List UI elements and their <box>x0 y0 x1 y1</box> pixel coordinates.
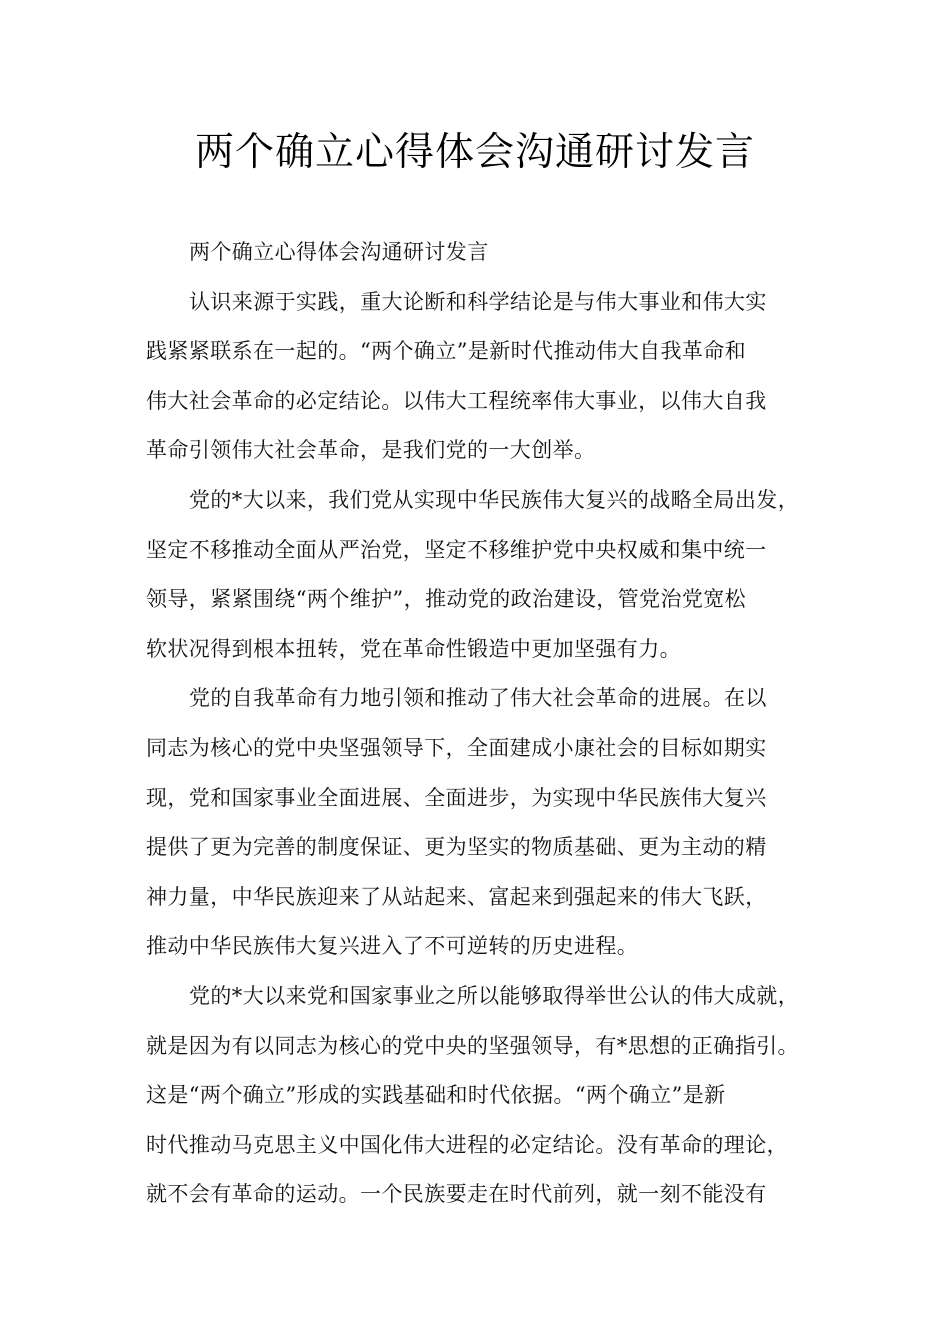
text-line: 领导，紧紧围绕“两个维护”，推动党的政治建设，管党治党宽松 <box>146 587 747 612</box>
text-line: 同志为核心的党中央坚强领导下，全面建成小康社会的目标如期实 <box>146 735 767 760</box>
text-line: 就是因为有以同志为核心的党中央的坚强领导，有*思想的正确指引。 <box>146 1033 799 1058</box>
text-line: 党的自我革命有力地引领和推动了伟大社会革命的进展。在以 <box>189 686 767 711</box>
text-line: 神力量，中华民族迎来了从站起来、富起来到强起来的伟大飞跃， <box>146 884 767 909</box>
text-line: 软状况得到根本扭转，党在革命性锻造中更加坚强有力。 <box>146 636 681 661</box>
text-line: 两个确立心得体会沟通研讨发言 <box>189 240 489 264</box>
text-line: 这是“两个确立”形成的实践基础和时代依据。“两个确立”是新 <box>146 1083 726 1108</box>
text-line: 革命引领伟大社会革命，是我们党的一大创举。 <box>146 438 596 463</box>
document-title: 两个确立心得体会沟通研讨发言 <box>194 130 755 175</box>
text-line: 党的*大以来党和国家事业之所以能够取得举世公认的伟大成就， <box>189 983 800 1008</box>
text-line: 推动中华民族伟大复兴进入了不可逆转的历史进程。 <box>146 934 639 959</box>
document-body <box>146 228 814 1220</box>
text-line: 党的*大以来，我们党从实现中华民族伟大复兴的战略全局出发， <box>189 487 800 512</box>
text-line: 坚定不移推动全面从严治党，坚定不移维护党中央权威和集中统一 <box>146 537 767 562</box>
text-line: 践紧紧联系在一起的。“两个确立”是新时代推动伟大自我革命和 <box>146 339 747 364</box>
text-line: 提供了更为完善的制度保证、更为坚实的物质基础、更为主动的精 <box>146 835 767 860</box>
text-line: 时代推动马克思主义中国化伟大进程的必定结论。没有革命的理论， <box>146 1132 788 1157</box>
text-line: 认识来源于实践，重大论断和科学结论是与伟大事业和伟大实 <box>189 289 767 314</box>
text-line: 就不会有革命的运动。一个民族要走在时代前列，就一刻不能没有 <box>146 1182 767 1207</box>
text-line: 现，党和国家事业全面进展、全面进步，为实现中华民族伟大复兴 <box>146 785 767 810</box>
text-line: 伟大社会革命的必定结论。以伟大工程统率伟大事业，以伟大自我 <box>146 388 767 413</box>
